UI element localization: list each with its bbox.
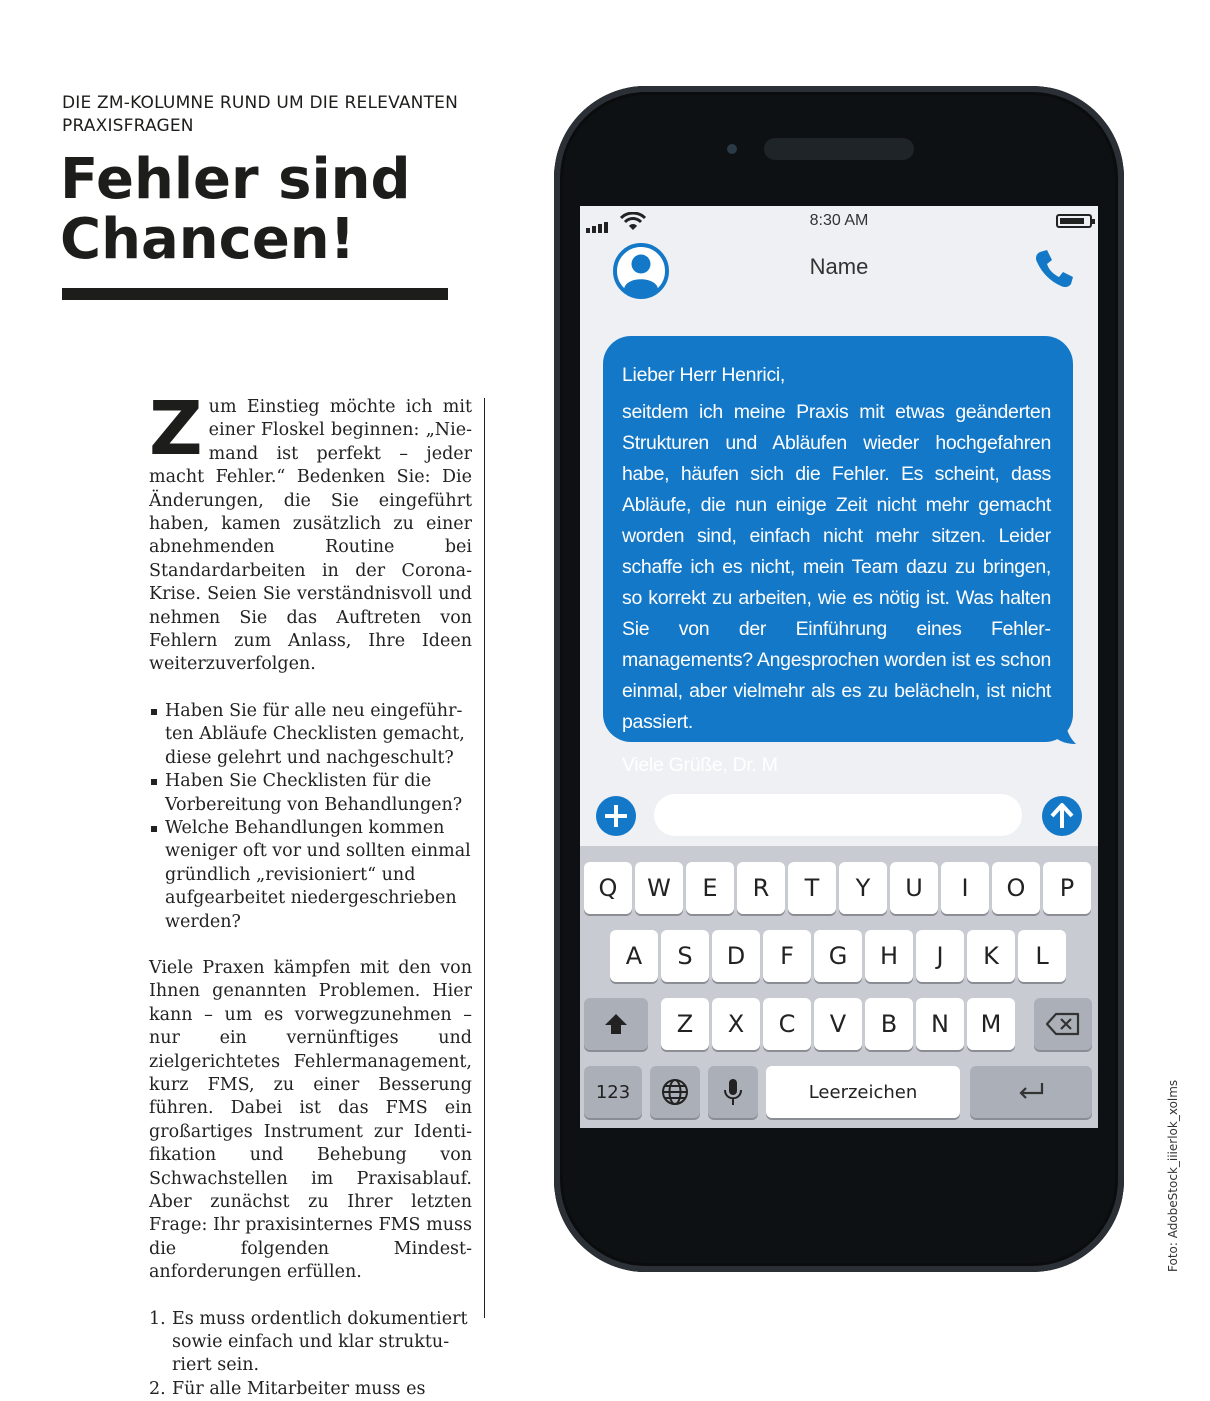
status-time: 8:30 AM (809, 212, 869, 229)
shift-key[interactable] (584, 998, 648, 1050)
photo-credit: Foto: AdobeStock_iiierlok_xolms (1166, 1079, 1180, 1272)
key-z[interactable]: Z (661, 998, 709, 1050)
key-e[interactable]: E (686, 862, 734, 914)
key-g[interactable]: G (814, 930, 862, 982)
key-x[interactable]: X (712, 998, 760, 1050)
list-item: Haben Sie Checklisten für die Vorbereitung von Behandlungen? (149, 770, 472, 817)
globe-key[interactable] (650, 1066, 700, 1118)
phone-speaker (764, 138, 914, 160)
key-r[interactable]: R (737, 862, 785, 914)
article-title: Fehler sind Chancen! (60, 147, 411, 272)
key-o[interactable]: O (992, 862, 1040, 914)
list-number: 1. (149, 1308, 166, 1329)
globe-icon (660, 1077, 690, 1107)
send-arrow-icon[interactable] (1040, 794, 1084, 838)
return-key[interactable] (970, 1066, 1092, 1118)
message-input[interactable] (654, 794, 1022, 836)
return-icon (1016, 1081, 1046, 1103)
dropcap: Z (149, 386, 203, 472)
bubble-tail (1050, 706, 1078, 746)
key-p[interactable]: P (1043, 862, 1091, 914)
bullet-list (149, 700, 472, 934)
microphone-icon (722, 1077, 744, 1107)
chat-header (580, 236, 1098, 302)
key-c[interactable]: C (763, 998, 811, 1050)
phone-call-icon[interactable] (1032, 246, 1076, 290)
message-bubble (603, 336, 1073, 776)
key-u[interactable]: U (890, 862, 938, 914)
key-i[interactable]: I (941, 862, 989, 914)
backspace-icon (1046, 1012, 1080, 1036)
article-kicker: DIE ZM-KOLUMNE RUND UM DIE RELEVANTEN PRAXISFRAGEN (62, 93, 459, 136)
article-body (149, 386, 472, 1401)
numbers-key[interactable]: 123 (584, 1066, 642, 1118)
key-f[interactable]: F (763, 930, 811, 982)
list-item (149, 1378, 472, 1401)
list-item: Haben Sie für alle neu eingeführten Abläufe Checklisten gemacht, diese gelehrt und nachgeschult? (149, 700, 472, 770)
key-v[interactable]: V (814, 998, 862, 1050)
status-bar (580, 206, 1098, 236)
message-body: seitdem ich meine Praxis mit etwas geänderten Strukturen und Abläufen wieder hochgefahren habe, häufen sich die Fehler. Es scheint, dass Abläufe, die nun einige Zeit nicht mehr gemacht worden sind, einfach nicht mehr sitzen. Leider schaffe ich es nicht, mein Team dazu zu bringen, so korrekt zu arbeiten, wie es nötig ist. Was halten Sie von der Einführung eines Fehlermanagements? Angesprochen worden ist es schon einmal, aber vielmehr als es zu belächeln, ist nicht passiert. (622, 401, 1051, 733)
phone-screen (580, 206, 1098, 1128)
list-number: 2. (149, 1378, 166, 1399)
space-key[interactable]: Leerzeichen (766, 1066, 960, 1118)
battery-icon (1056, 214, 1092, 228)
key-w[interactable]: W (635, 862, 683, 914)
list-item: Welche Behandlungen kommen weniger oft vor und sollten einmal gründlich „revisioniert“ und aufgearbeitet niedergeschrieben werden? (149, 817, 472, 934)
key-n[interactable]: N (916, 998, 964, 1050)
list-text: Für alle Mitarbeiter muss es (172, 1378, 426, 1399)
key-d[interactable]: D (712, 930, 760, 982)
message-greeting: Lieber Herr Henrici, (622, 364, 786, 386)
intro-text: um Einstieg möchte ich mit einer Floskel beginnen: „Niemand ist perfekt – jeder macht Fehler.“ Bedenken Sie: Die Änderungen, die Sie eingeführt haben, kamen zusätzlich zu einer abnehmenden Routine bei Standardarbeiten in der Corona-Krise. Seien Sie verständnisvoll und nehmen Sie das Auftreten von Fehlern zum Anlass, Ihre Ideen weiterzuverfolgen. (149, 397, 472, 675)
title-rule (62, 288, 448, 300)
intro-paragraph (149, 386, 472, 677)
key-m[interactable]: M (967, 998, 1015, 1050)
list-item (149, 1308, 472, 1378)
key-y[interactable]: Y (839, 862, 887, 914)
key-q[interactable]: Q (584, 862, 632, 914)
key-a[interactable]: A (610, 930, 658, 982)
key-b[interactable]: B (865, 998, 913, 1050)
contact-name: Name (809, 254, 869, 279)
list-text: Es muss ordentlich dokumentiert sowie einfach und klar strukturiert sein. (172, 1308, 468, 1376)
backspace-key[interactable] (1034, 998, 1092, 1050)
key-h[interactable]: H (865, 930, 913, 982)
message-signoff: Viele Grüße, Dr. M (622, 754, 778, 776)
key-t[interactable]: T (788, 862, 836, 914)
phone-camera (727, 144, 737, 154)
key-l[interactable]: L (1018, 930, 1066, 982)
column-rule (484, 398, 485, 1318)
key-s[interactable]: S (661, 930, 709, 982)
microphone-key[interactable] (708, 1066, 758, 1118)
plus-icon[interactable] (594, 794, 638, 838)
body-paragraph: Viele Praxen kämpfen mit den von Ihnen genannten Problemen. Hier kann – um es vorwegzunehmen – nur ein vernünftiges und zielgerichtetes Fehlermanagement, kurz FMS, zu einer Besserung führen. Dabei ist das FMS ein großartiges Instrument zur Identifikation und Behebung von Schwachstellen im Praxisablauf. Aber zunächst zu Ihrer letzten Frage: Ihr praxisinternes FMS muss die folgenden Mindestanforderungen erfüllen. (149, 957, 472, 1283)
key-k[interactable]: K (967, 930, 1015, 982)
composer (580, 780, 1098, 846)
key-j[interactable]: J (916, 930, 964, 982)
shift-arrow-icon (604, 1012, 628, 1036)
numbered-list (149, 1308, 472, 1401)
keyboard (580, 846, 1098, 1128)
